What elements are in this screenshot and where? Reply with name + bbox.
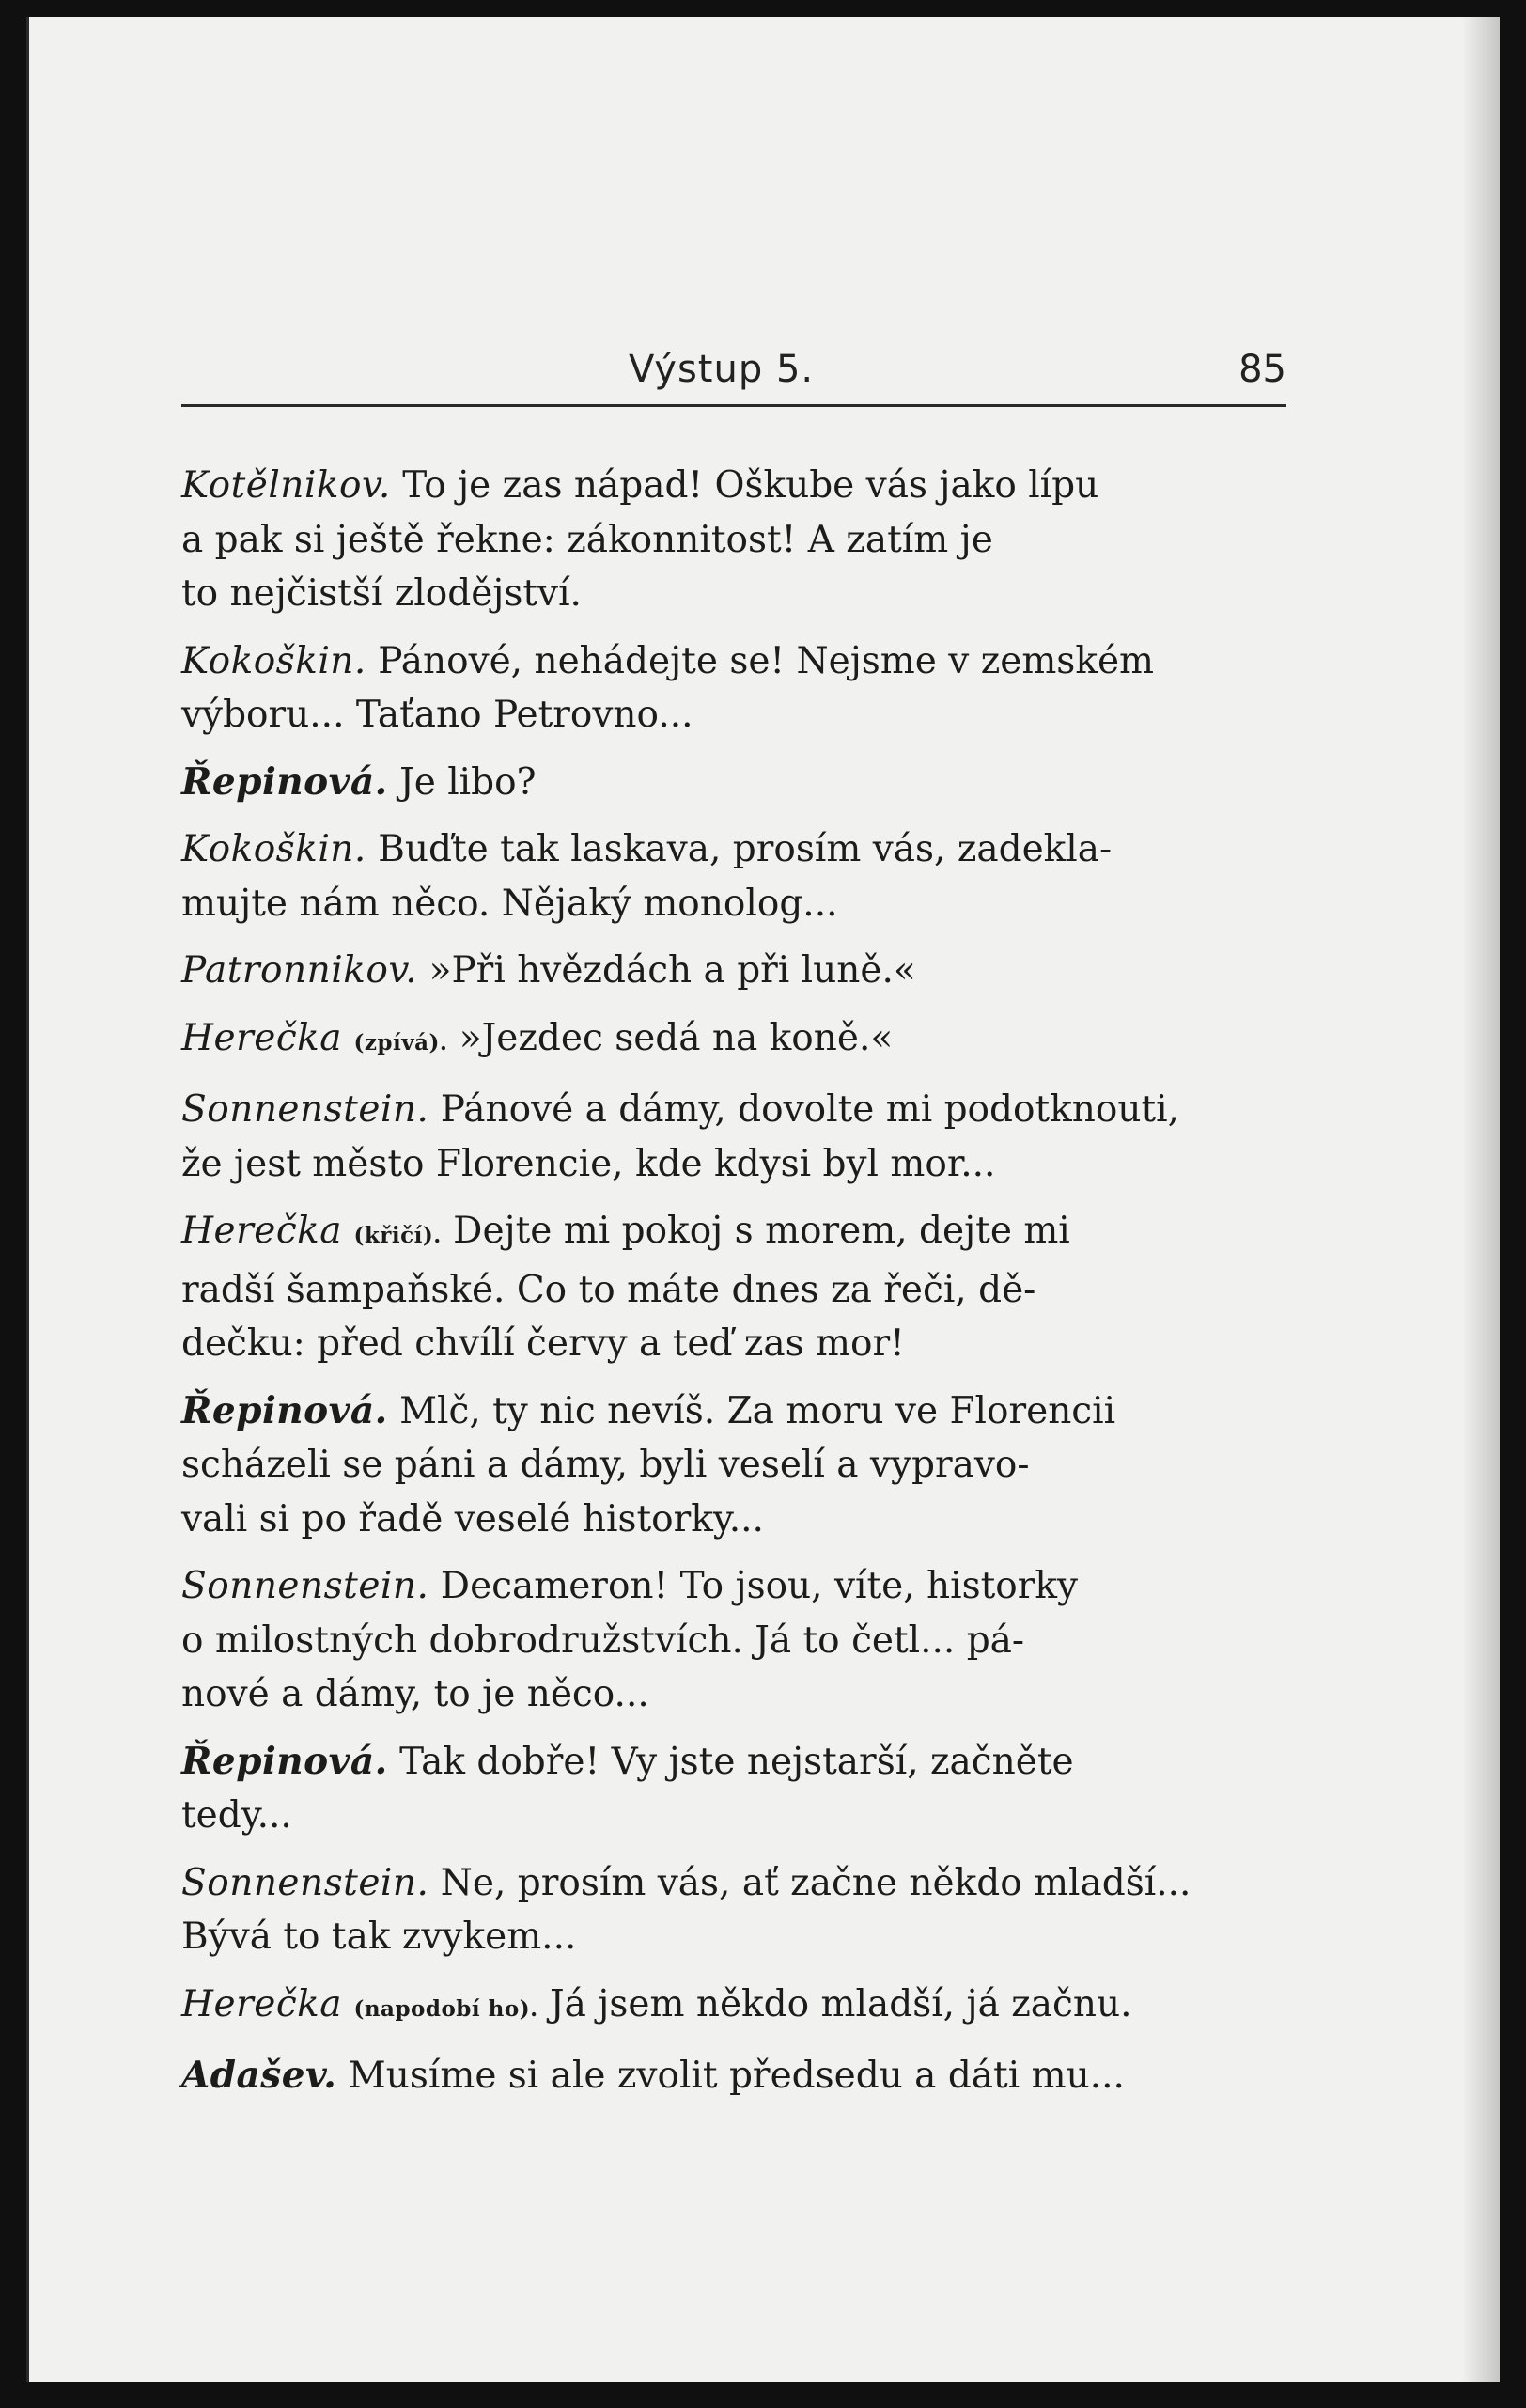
speech-line: Já jsem někdo mladší, já začnu. bbox=[550, 1982, 1132, 2025]
stage-direction: (napodobí ho). bbox=[353, 1995, 538, 2022]
book-page bbox=[26, 17, 1500, 2382]
speech-line: Dejte mi pokoj s morem, dejte mi bbox=[453, 1210, 1070, 1252]
speech-line: tedy... bbox=[181, 1794, 292, 1837]
speaker-name: Herečka bbox=[181, 1982, 343, 2025]
header-rule bbox=[181, 404, 1286, 407]
speech bbox=[181, 1978, 1286, 2037]
speech bbox=[181, 1204, 1286, 1371]
speaker-name: Řepinová. bbox=[181, 1739, 388, 1783]
speech bbox=[181, 756, 1286, 810]
speech-line: »Při hvězdách a při luně.« bbox=[428, 949, 916, 992]
speech-line: a pak si ještě řekne: zákonnitost! A zatím je bbox=[181, 518, 993, 561]
speech-line: Pánové a dámy, dovolte mi podotknouti, bbox=[440, 1088, 1180, 1131]
speech-line: Pánové, nehádejte se! Nejsme v zemském bbox=[378, 639, 1155, 682]
page-number: 85 bbox=[1238, 348, 1286, 391]
speaker-name: Herečka bbox=[181, 1210, 343, 1252]
speech-line: Tak dobře! Vy jste nejstarší, začněte bbox=[399, 1740, 1074, 1783]
speaker-name: Řepinová. bbox=[181, 1388, 388, 1432]
play-text bbox=[181, 459, 1286, 2117]
speech bbox=[181, 1011, 1286, 1071]
speech-line: radší šampaňské. Co to máte dnes za řeči, dě- bbox=[181, 1268, 1036, 1311]
speech-line: že jest město Florencie, kde kdysi byl mor... bbox=[181, 1142, 996, 1185]
page-edge-shadow bbox=[1462, 17, 1500, 2382]
stage-direction: (zpívá). bbox=[353, 1029, 448, 1055]
speech-line: Je libo? bbox=[399, 760, 537, 804]
speaker-name: Řepinová. bbox=[181, 759, 388, 804]
speaker-name: Sonnenstein. bbox=[181, 1861, 429, 1904]
speaker-name: Herečka bbox=[181, 1016, 343, 1059]
speech-line: scházeli se páni a dámy, byli veselí a vypravo- bbox=[181, 1444, 1030, 1486]
speech-line: To je zas nápad! Oškube vás jako lípu bbox=[402, 464, 1099, 507]
speech-line: nové a dámy, to je něco... bbox=[181, 1673, 649, 1715]
speech bbox=[181, 822, 1286, 930]
speech-line: o milostných dobrodružstvích. Já to četl... pá- bbox=[181, 1618, 1025, 1662]
page-header bbox=[181, 338, 1286, 395]
speech-line: dečku: před chvílí červy a teď zas mor! bbox=[181, 1322, 905, 1365]
speech-line: Bývá to tak zvykem... bbox=[181, 1915, 577, 1958]
speech-line: »Jezdec sedá na koně.« bbox=[459, 1016, 894, 1059]
speaker-name: Sonnenstein. bbox=[181, 1565, 429, 1607]
stage-direction: (křičí). bbox=[353, 1223, 442, 1248]
speech-line: Decameron! To jsou, víte, historky bbox=[440, 1565, 1079, 1607]
speech bbox=[181, 634, 1286, 743]
speech-line: Mlč, ty nic nevíš. Za moru ve Florencii bbox=[399, 1389, 1116, 1432]
speaker-name: Kokoškin. bbox=[181, 828, 366, 870]
speech bbox=[181, 1559, 1286, 1722]
speech-line: mujte nám něco. Nějaký monolog... bbox=[181, 882, 838, 925]
speech-line: výboru... Taťano Petrovno... bbox=[181, 694, 693, 736]
speech-line: vali si po řadě veselé historky... bbox=[181, 1497, 764, 1540]
speech bbox=[181, 1083, 1286, 1191]
speech-line: Buďte tak laskava, prosím vás, zadekla- bbox=[378, 828, 1113, 870]
speech bbox=[181, 944, 1286, 998]
speaker-name: Adašev. bbox=[181, 2054, 337, 2097]
speech-line: Musíme si ale zvolit předsedu a dáti mu... bbox=[348, 2055, 1125, 2097]
speaker-name: Sonnenstein. bbox=[181, 1088, 429, 1131]
speech bbox=[181, 459, 1286, 621]
running-head: Výstup 5. bbox=[629, 348, 815, 391]
speech bbox=[181, 1856, 1286, 1964]
speaker-name: Patronnikov. bbox=[181, 949, 418, 992]
speech bbox=[181, 1735, 1286, 1843]
speech-line: to nejčistší zlodějství. bbox=[181, 572, 582, 615]
speech bbox=[181, 1384, 1286, 1547]
speech bbox=[181, 2049, 1286, 2103]
speech-line: Ne, prosím vás, ať začne někdo mladší... bbox=[440, 1861, 1191, 1904]
speaker-name: Kokoškin. bbox=[181, 639, 366, 682]
speaker-name: Kotělnikov. bbox=[181, 464, 391, 507]
